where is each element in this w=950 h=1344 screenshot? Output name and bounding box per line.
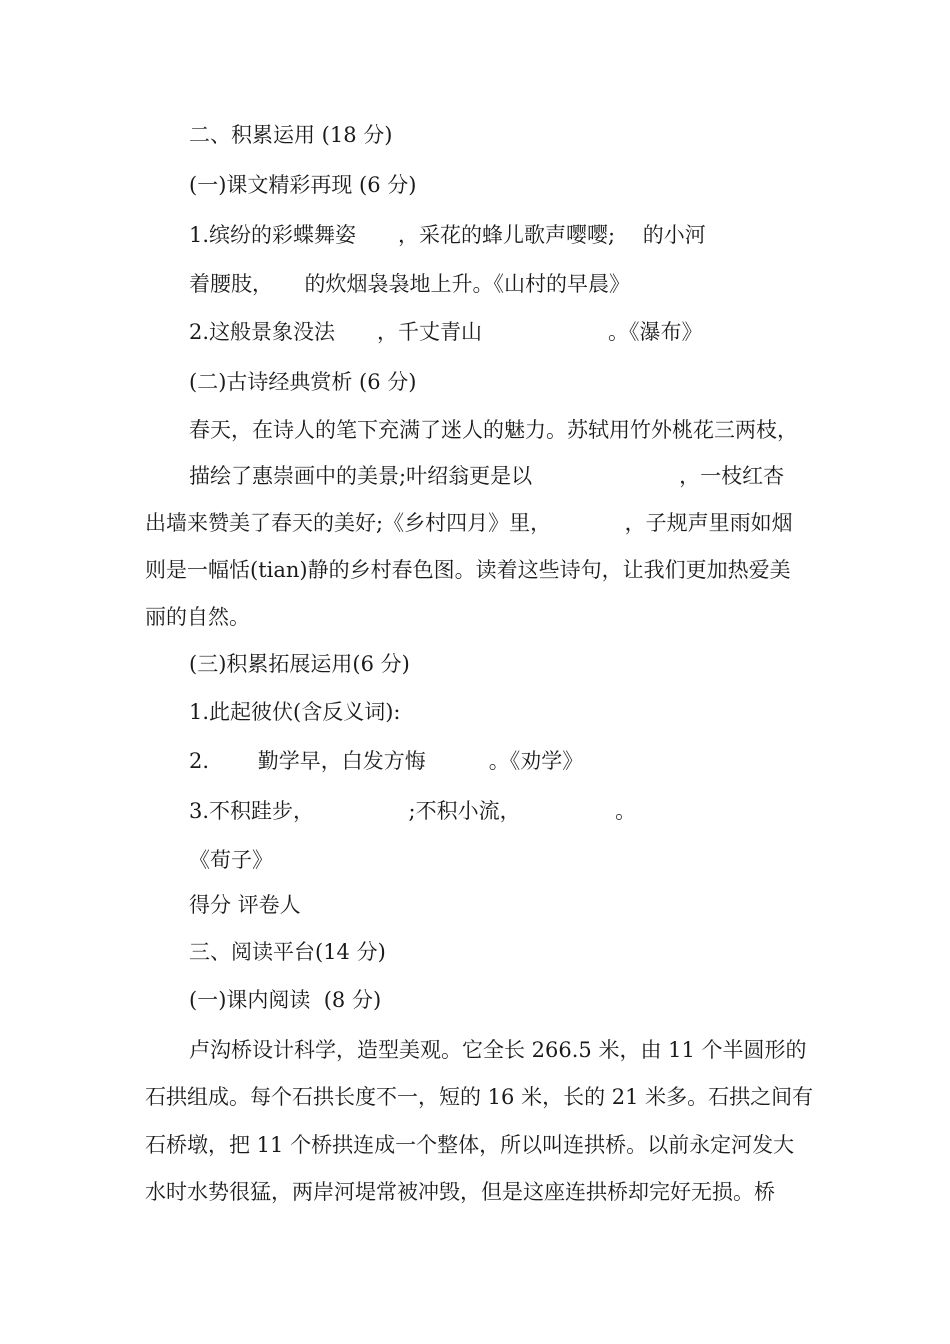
section3-part1-heading: (一)课内阅读 (8 分) <box>189 988 382 1012</box>
section2-part2-heading: (二)古诗经典赏析 (6 分) <box>189 370 417 394</box>
poem-paragraph-line-2: 描绘了惠崇画中的美景;叶绍翁更是以 ，一枝红杏 <box>189 464 785 488</box>
poem-paragraph-line-5: 丽的自然。 <box>145 605 250 629</box>
part3-question-3-source: 《荀子》 <box>189 848 273 872</box>
question-1-line-2: 着腰肢， 的炊烟袅袅地上升。《山村的早晨》 <box>189 272 630 296</box>
reading-paragraph-line-3: 石桥墩，把 11 个桥拱连成一个整体，所以叫连拱桥。以前永定河发大 <box>145 1133 795 1157</box>
part3-question-3: 3.不积跬步， ;不积小流， 。 <box>189 799 637 823</box>
part3-question-2: 2. 勤学早，白发方悔 。《劝学》 <box>189 749 584 773</box>
poem-paragraph-line-4: 则是一幅恬(tian)静的乡村春色图。读着这些诗句，让我们更加热爱美 <box>145 558 791 582</box>
poem-paragraph-line-3: 出墙来赞美了春天的美好;《乡村四月》里， ，子规声里雨如烟 <box>145 511 793 535</box>
poem-paragraph-line-1: 春天，在诗人的笔下充满了迷人的魅力。苏轼用竹外桃花三两枝， <box>189 418 798 442</box>
part3-question-1: 1.此起彼伏(含反义词): <box>189 700 401 724</box>
section2-part1-heading: (一)课文精彩再现 (6 分) <box>189 173 417 197</box>
question-2: 2.这般景象没法 ，千丈青山 。《瀑布》 <box>189 320 703 344</box>
reading-paragraph-line-4: 水时水势很猛，两岸河堤常被冲毁，但是这座连拱桥却完好无损。桥 <box>145 1180 775 1204</box>
reading-paragraph-line-1: 卢沟桥设计科学，造型美观。它全长 266.5 米，由 11 个半圆形的 <box>189 1038 807 1062</box>
section2-heading: 二、积累运用 (18 分) <box>189 123 393 147</box>
score-label: 得分 评卷人 <box>189 893 301 917</box>
section2-part3-heading: (三)积累拓展运用(6 分) <box>189 652 410 676</box>
section3-heading: 三、阅读平台(14 分) <box>189 940 386 964</box>
question-1-line-1: 1.缤纷的彩蝶舞姿 ，采花的蜂儿歌声嘤嘤; 的小河 <box>189 223 706 247</box>
reading-paragraph-line-2: 石拱组成。每个石拱长度不一，短的 16 米，长的 21 米多。石拱之间有 <box>145 1085 814 1109</box>
